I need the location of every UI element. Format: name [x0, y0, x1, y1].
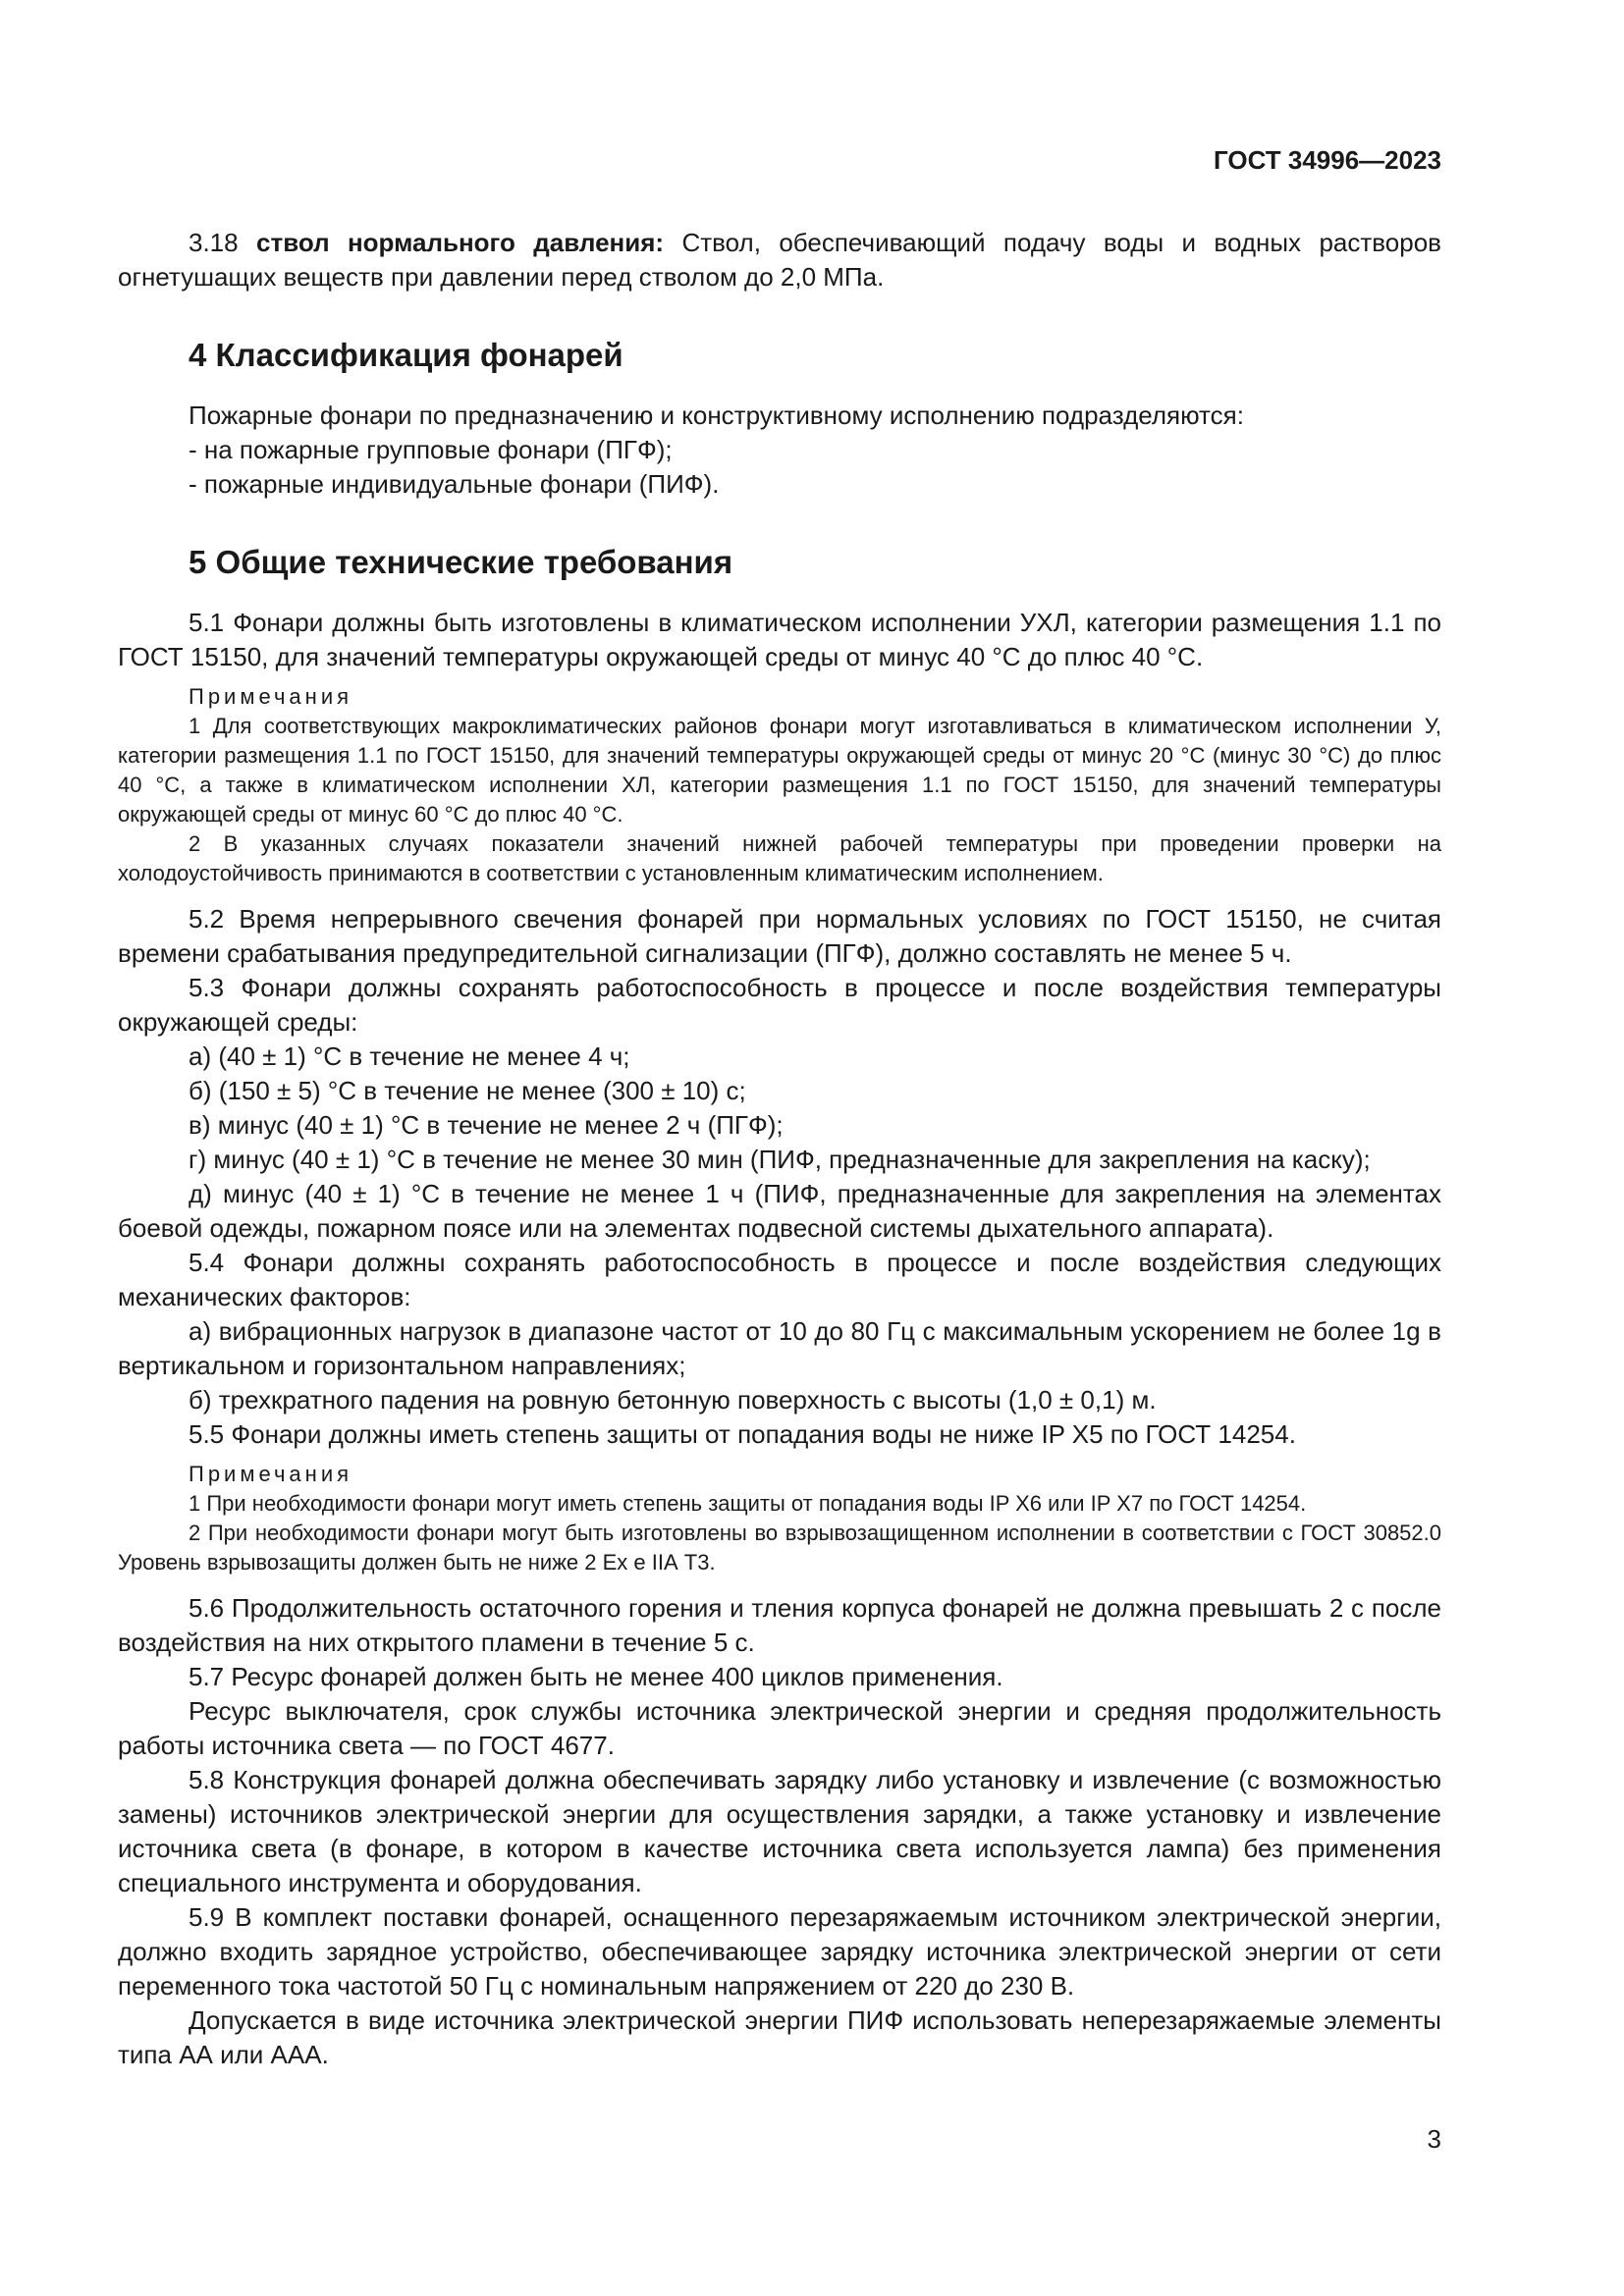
- notes-heading: Примечания: [189, 684, 353, 709]
- list-item: г) минус (40 ± 1) °С в течение не менее 30 мин (ПИФ, предназначенные для закрепления на каску);: [189, 1145, 1371, 1174]
- paragraph-5-6: 5.6 Продолжительность остаточного горения и тления корпуса фонарей не должна превышать 2 с после воздействия на них открытого пламени в течение 5 с.: [118, 1593, 1441, 1657]
- list-item: - пожарные индивидуальные фонари (ПИФ).: [189, 469, 720, 499]
- note-item: 1 При необходимости фонари могут иметь степень защиты от попадания воды IP Х6 или IP Х7 по ГОСТ 14254.: [189, 1491, 1307, 1516]
- term: ствол нормального давления:: [256, 228, 665, 257]
- notes-heading: Примечания: [189, 1462, 353, 1486]
- document-body: [118, 226, 1441, 2072]
- paragraph-5-8: 5.8 Конструкция фонарей должна обеспечивать зарядку либо установку и извлечение (с возможностью замены) источников электрической энергии для осуществления зарядки, а также установку и извлечение источника света (в фонаре, в котором в качестве источника света используется лампа) без применения специального инструмента и оборудования.: [118, 1765, 1441, 1897]
- note-item: 2 В указанных случаях показатели значений нижней рабочей температуры при проведении проверки на холодоустойчивость принимаются в соответствии с установленным климатическим исполнением.: [118, 831, 1441, 885]
- paragraph-5-1: 5.1 Фонари должны быть изготовлены в климатическом исполнении УХЛ, категории размещения 1.1 по ГОСТ 15150, для значений температуры окружающей среды от минус 40 °С до плюс 40 °С.: [118, 608, 1441, 671]
- page-number: 3: [1427, 2124, 1441, 2154]
- list-item: б) (150 ± 5) °С в течение не менее (300 ± 10) с;: [189, 1076, 746, 1105]
- note-item: 2 При необходимости фонари могут быть изготовлены во взрывозащищенном исполнении в соответствии с ГОСТ 30852.0 Уровень взрывозащиты должен быть не ниже 2 Ех е IIА Т3.: [118, 1521, 1441, 1575]
- paragraph-5-7: 5.7 Ресурс фонарей должен быть не менее 400 циклов применения.: [189, 1662, 1003, 1691]
- paragraph-5-7-continued: Ресурс выключателя, срок службы источника электрической энергии и средняя продолжительность работы источника света — по ГОСТ 4677.: [118, 1696, 1441, 1760]
- clause-number: 3.18: [189, 228, 239, 257]
- document-header: ГОСТ 34996—2023: [1214, 145, 1441, 175]
- list-item: - на пожарные групповые фонари (ПГФ);: [189, 435, 673, 464]
- term-definition: Ствол, обеспечивающий подачу воды и водных растворов огнетушащих веществ при давлении перед стволом до 2,0 МПа.: [118, 228, 1441, 292]
- list-item: б) трехкратного падения на ровную бетонную поверхность с высоты (1,0 ± 0,1) м.: [189, 1385, 1157, 1415]
- paragraph-5-9: 5.9 В комплект поставки фонарей, оснащенного перезаряжаемым источником электрической энергии, должно входить зарядное устройство, обеспечивающее зарядку источника электрической энергии от сети переменного тока частотой 50 Гц с номинальным напряжением от 220 до 230 В.: [118, 1902, 1441, 2001]
- paragraph-5-9-continued: Допускается в виде источника электрической энергии ПИФ использовать неперезаряжаемые элементы типа АА или ААА.: [118, 2005, 1441, 2069]
- paragraph-3-18: [118, 226, 1441, 294]
- section-4-title: 4 Классификация фонарей: [189, 337, 623, 373]
- paragraph-5-4: 5.4 Фонари должны сохранять работоспособность в процессе и после воздействия следующих механических факторов:: [118, 1248, 1441, 1311]
- paragraph-5-2: 5.2 Время непрерывного свечения фонарей при нормальных условиях по ГОСТ 15150, не считая времени срабатывания предупредительной сигнализации (ПГФ), должно составлять не менее 5 ч.: [118, 904, 1441, 968]
- section-4-intro: Пожарные фонари по предназначению и конструктивному исполнению подразделяются:: [189, 400, 1244, 430]
- list-item: а) вибрационных нагрузок в диапазоне частот от 10 до 80 Гц с максимальным ускорением не более 1g в вертикальном и горизонтальном направлениях;: [118, 1316, 1441, 1380]
- paragraph-5-3: 5.3 Фонари должны сохранять работоспособность в процессе и после воздействия температуры окружающей среды:: [118, 973, 1441, 1037]
- note-item: 1 Для соответствующих макроклиматических районов фонари могут изготавливаться в климатическом исполнении У, категории размещения 1.1 по ГОСТ 15150, для значений температуры окружающей среды от минус 20 °С (минус 30 °С) до плюс 40 °С, а также в климатическом исполнении ХЛ, категории размещения 1.1 по ГОСТ 15150, для значений температуры окружающей среды от минус 60 °С до плюс 40 °С.: [118, 714, 1441, 827]
- list-item: в) минус (40 ± 1) °С в течение не менее 2 ч (ПГФ);: [189, 1110, 784, 1140]
- paragraph-5-5: 5.5 Фонари должны иметь степень защиты от попадания воды не ниже IP Х5 по ГОСТ 14254.: [189, 1419, 1296, 1449]
- section-5-title: 5 Общие технические требования: [189, 544, 733, 580]
- list-item: а) (40 ± 1) °С в течение не менее 4 ч;: [189, 1041, 630, 1071]
- list-item: д) минус (40 ± 1) °С в течение не менее 1 ч (ПИФ, предназначенные для закрепления на элементах боевой одежды, пожарном поясе или на элементах подвесной системы дыхательного аппарата).: [118, 1179, 1441, 1243]
